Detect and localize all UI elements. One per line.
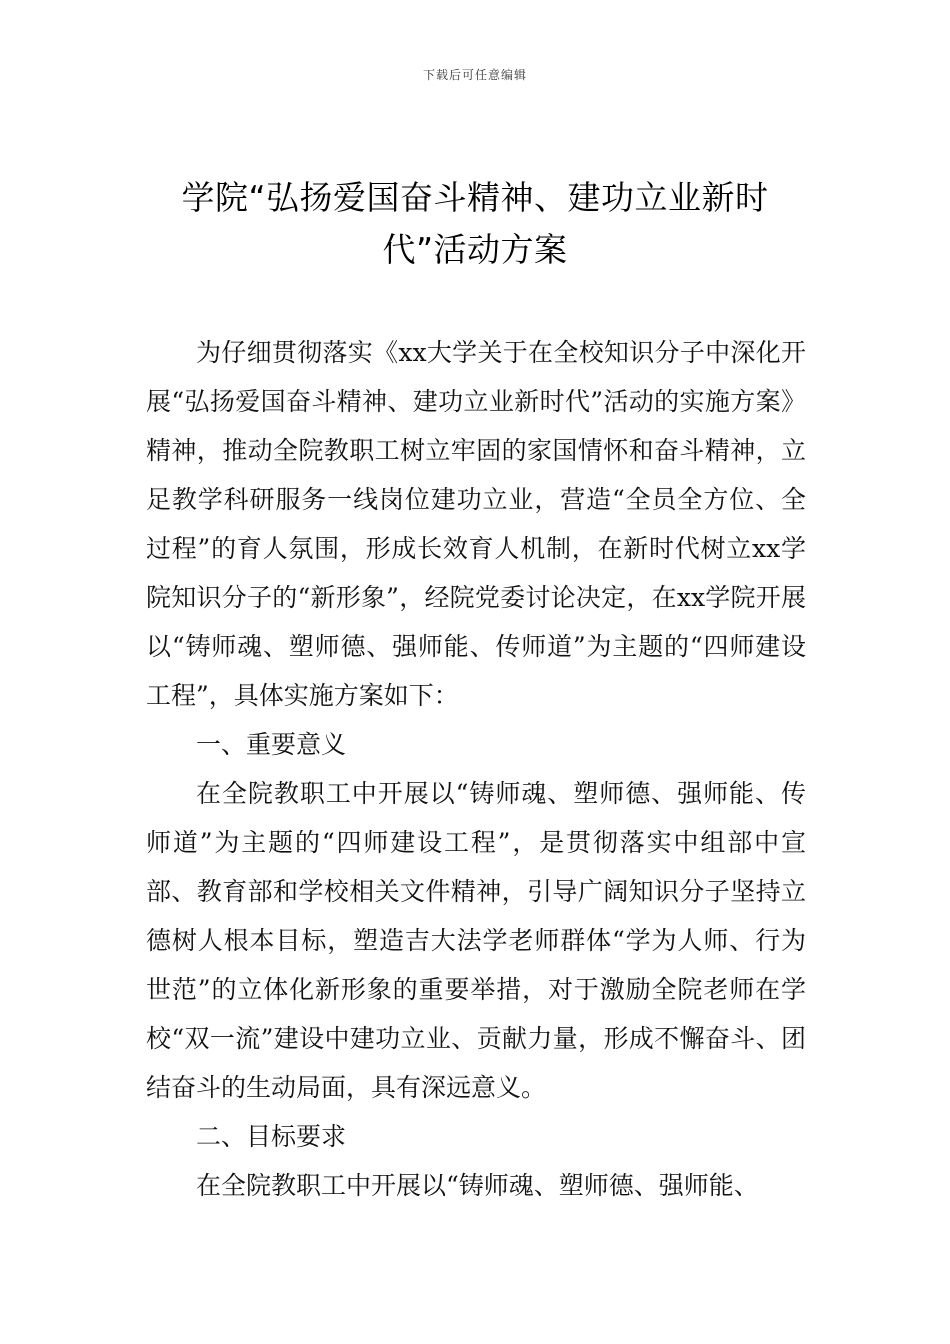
intro-paragraph: 为仔细贯彻落实《xx大学关于在全校知识分子中深化开展“弘扬爱国奋斗精神、建功立业新时代”活动的实施方案》精神，推动全院教职工树立牢固的家国情怀和奋斗精神，立足教学科研服务一线岗位建功立业，营造“全员全方位、全过程”的育人氛围，形成长效育人机制，在新时代树立xx学院知识分子的“新形象”，经院党委讨论决定，在xx学院开展以“铸师魂、塑师德、强师能、传师道”为主题的“四师建设工程”，具体实施方案如下：	[146, 338, 806, 710]
section-heading-goals: 二、目标要求	[196, 1122, 347, 1151]
title-line-1: 学院“弘扬爱国奋斗精神、建功立业新时	[181, 178, 769, 217]
significance-paragraph: 在全院教职工中开展以“铸师魂、塑师德、强师能、传师道”为主题的“四师建设工程”，是贯彻落实中组部中宣部、教育部和学校相关文件精神，引导广阔知识分子坚持立德树人根本目标，塑造吉大法学老师群体“学为人师、行为世范”的立体化新形象的重要举措，对于激励全院老师在学校“双一流”建设中建功立业、贡献力量，形成不懈奋斗、团结奋斗的生动局面，具有深远意义。	[146, 779, 806, 1102]
header-note: 下载后可任意编辑	[422, 68, 527, 82]
document-title	[150, 172, 800, 276]
goals-paragraph: 在全院教职工中开展以“铸师魂、塑师德、强师能、	[196, 1171, 759, 1200]
document-body	[146, 328, 806, 1210]
section-heading-significance: 一、重要意义	[196, 730, 347, 759]
title-line-2: 代”活动方案	[382, 230, 568, 269]
